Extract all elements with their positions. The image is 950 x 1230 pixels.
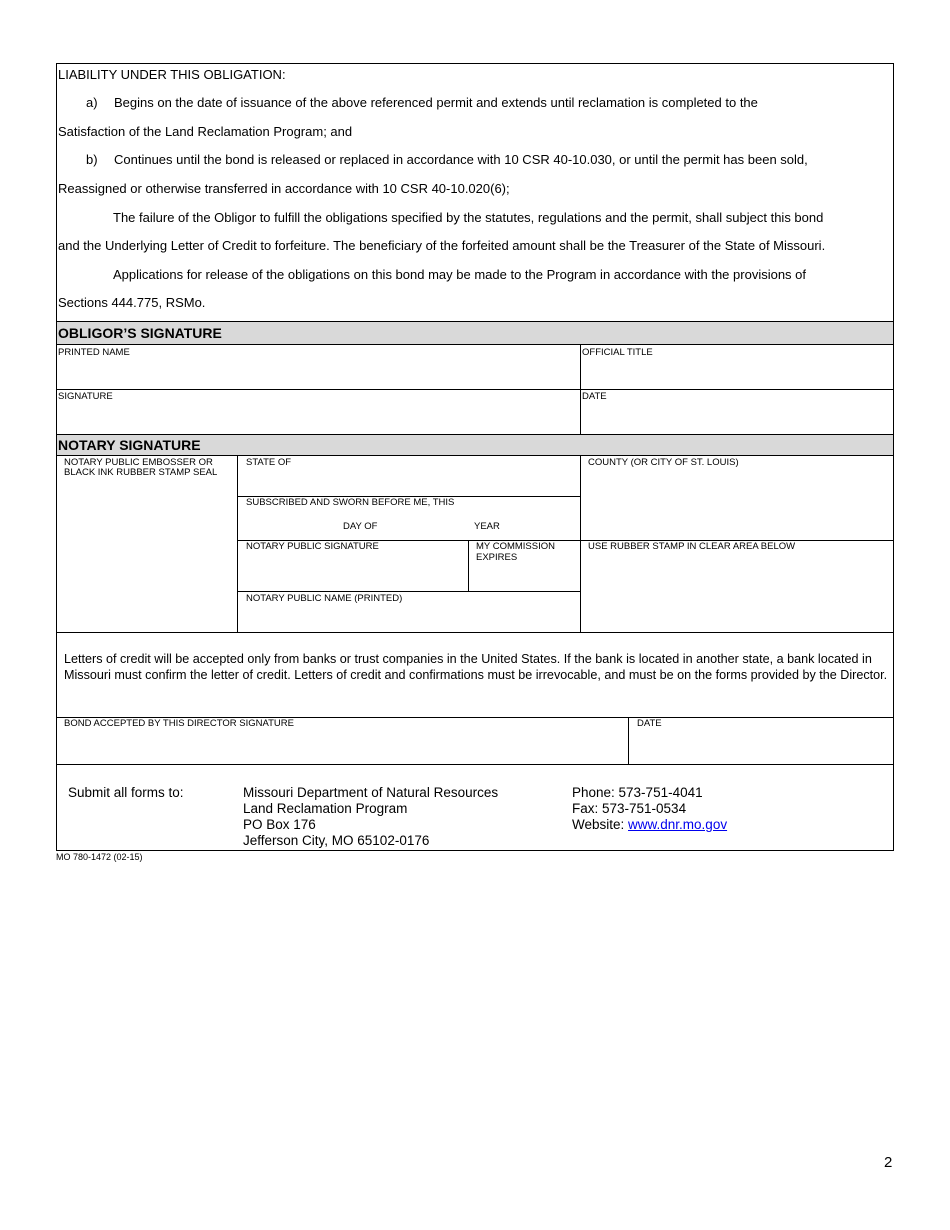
website-label: Website: xyxy=(572,817,629,832)
page-number: 2 xyxy=(884,1154,893,1171)
item-b-marker: b) xyxy=(86,152,98,167)
divider xyxy=(56,344,894,345)
notary-name-label: NOTARY PUBLIC NAME (PRINTED) xyxy=(246,593,403,604)
year-label: YEAR xyxy=(474,521,500,532)
official-title-label: OFFICIAL TITLE xyxy=(582,347,653,358)
address-line-1: Missouri Department of Natural Resources xyxy=(243,785,499,800)
divider xyxy=(468,540,469,591)
divider xyxy=(580,455,581,632)
commission-label-line2: EXPIRES xyxy=(476,552,518,563)
item-b-line1: Continues until the bond is released or replaced in accordance with 10 CSR 40-10.030, or until the permit has been sold, xyxy=(114,152,808,167)
phone: Phone: 573-751-4041 xyxy=(572,785,703,800)
divider xyxy=(56,321,894,322)
divider xyxy=(56,455,894,456)
day-of-label: DAY OF xyxy=(343,521,378,532)
county-label: COUNTY (OR CITY OF ST. LOUIS) xyxy=(588,457,739,468)
failure-line1: The failure of the Obligor to fulfill the obligations specified by the statutes, regulations and the permit, shall subject this bond xyxy=(113,210,824,225)
rubber-stamp-label: USE RUBBER STAMP IN CLEAR AREA BELOW xyxy=(588,541,796,552)
notary-signature-label: NOTARY PUBLIC SIGNATURE xyxy=(246,541,379,552)
commission-label-line1: MY COMMISSION xyxy=(476,541,555,552)
address-line-3: PO Box 176 xyxy=(243,817,316,832)
item-a-line1: Begins on the date of issuance of the above referenced permit and extends until reclamation is completed to the xyxy=(114,95,758,110)
divider xyxy=(56,434,894,435)
item-a-line2: Satisfaction of the Land Reclamation Program; and xyxy=(58,124,353,139)
signature-label: SIGNATURE xyxy=(58,391,113,402)
printed-name-label: PRINTED NAME xyxy=(58,347,130,358)
divider xyxy=(56,389,894,390)
release-line2: Sections 444.775, RSMo. xyxy=(58,295,206,310)
director-date-label: DATE xyxy=(637,718,662,729)
seal-label-line2: BLACK INK RUBBER STAMP SEAL xyxy=(64,467,218,478)
failure-line2: and the Underlying Letter of Credit to forfeiture. The beneficiary of the forfeited amount shall be the Treasurer of the State of Missouri. xyxy=(58,238,826,253)
submit-label: Submit all forms to: xyxy=(68,785,184,800)
seal-label-line1: NOTARY PUBLIC EMBOSSER OR xyxy=(64,457,213,468)
divider xyxy=(237,455,238,632)
divider xyxy=(237,591,580,592)
letters-of-credit-note: Letters of credit will be accepted only from banks or trust companies in the United States. If the bank is located in another state, a bank located in Missouri must confirm the letter of credit. Letters of credit and confirmations must be irrevocable, and must be on the forms provided by the Director. xyxy=(64,652,888,682)
item-a-marker: a) xyxy=(86,95,98,110)
item-b-line2: Reassigned or otherwise transferred in accordance with 10 CSR 40-10.020(6); xyxy=(58,181,510,196)
notary-header: NOTARY SIGNATURE xyxy=(58,437,201,453)
bond-accepted-label: BOND ACCEPTED BY THIS DIRECTOR SIGNATURE xyxy=(64,718,294,729)
address-line-2: Land Reclamation Program xyxy=(243,801,408,816)
obligor-header: OBLIGOR’S SIGNATURE xyxy=(58,325,222,341)
subscribed-label: SUBSCRIBED AND SWORN BEFORE ME, THIS xyxy=(246,497,455,508)
divider xyxy=(56,764,894,765)
state-of-label: STATE OF xyxy=(246,457,292,468)
form-number: MO 780-1472 (02-15) xyxy=(56,852,143,862)
release-line1: Applications for release of the obligations on this bond may be made to the Program in accordance with the provisions of xyxy=(113,267,807,282)
fax: Fax: 573-751-0534 xyxy=(572,801,687,816)
divider xyxy=(56,632,894,633)
divider xyxy=(628,717,629,764)
obligor-date-label: DATE xyxy=(582,391,607,402)
website xyxy=(572,817,727,833)
website-link[interactable]: www.dnr.mo.gov xyxy=(628,817,728,832)
liability-heading: LIABILITY UNDER THIS OBLIGATION: xyxy=(58,67,286,82)
address-line-4: Jefferson City, MO 65102-0176 xyxy=(243,833,430,848)
